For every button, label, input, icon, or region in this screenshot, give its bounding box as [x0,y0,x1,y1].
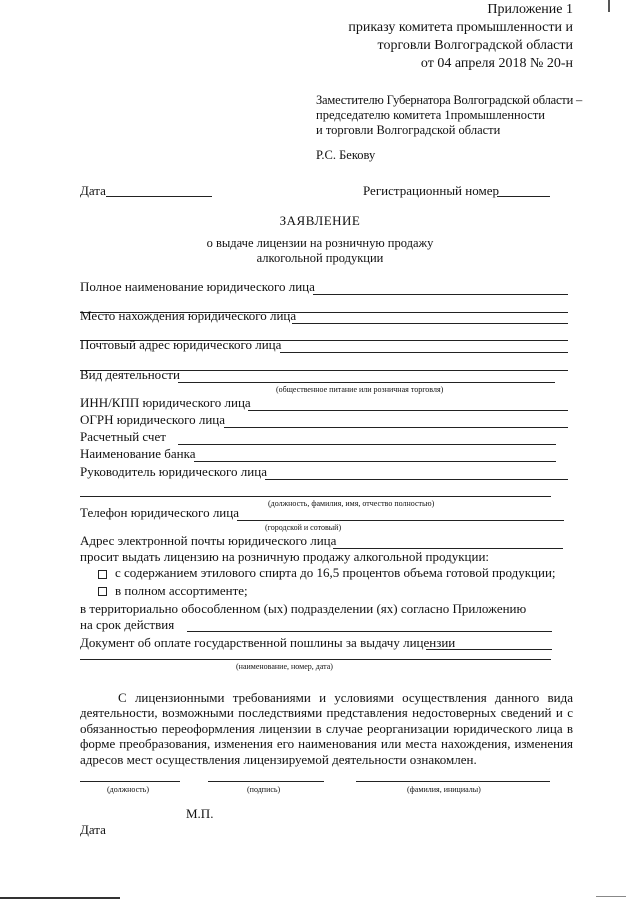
location-label: Место нахождения юридического лица [80,308,297,323]
final-date-label: Дата [80,822,106,837]
appendix-line-2: приказу комитета промышленности и [348,20,573,35]
signature-blank [208,781,324,782]
account-blank [178,444,556,445]
stamp-label: М.П. [186,806,214,821]
head-hint: (должность, фамилия, имя, отчество полностью) [268,499,435,508]
term-label: на срок действия [80,617,175,632]
bank-blank [194,461,556,462]
subtitle-line-1: о выдаче лицензии на розничную продажу [206,236,434,250]
head-label: Руководитель юридического лица [80,464,267,479]
appendix-line-1: Приложение 1 [487,2,573,17]
account-label: Расчетный счет [80,429,166,444]
payment-blank [426,649,552,650]
ogrn-label: ОГРН юридического лица [80,412,225,427]
head-blank [265,479,568,480]
date-blank [106,196,212,197]
phone-blank [237,520,564,521]
inn-kpp-label: ИНН/КПП юридического лица [80,395,251,410]
option-2-label: в полном ассортименте; [115,583,248,598]
addressee-line-2: председателю комитета 1промышленности [316,108,545,122]
postal-address-blank [280,352,568,353]
appendix-line-4: от 04 апреля 2018 № 20-н [420,56,573,71]
reg-number-blank [497,196,550,197]
location-blank [292,323,568,324]
request-text: просит выдать лицензию на розничную продажу алкогольной продукции: [80,549,490,564]
payment-label: Документ об оплате государственной пошлины за выдачу лицензии [80,635,456,650]
addressee-name: Р.С. Бекову [316,148,376,162]
addressee-line-3: и торговли Волгоградской области [316,123,501,137]
position-blank [80,781,180,782]
reg-number-label: Регистрационный номер [363,183,499,198]
scan-edge-mark-bottom-right [596,896,626,897]
postal-address-label: Почтовый адрес юридического лица [80,337,282,352]
phone-label: Телефон юридического лица [80,505,239,520]
full-name-blank [313,294,568,295]
payment-blank-2 [80,659,551,660]
position-hint: (должность) [107,785,149,794]
ogrn-blank [224,427,568,428]
option-1-label: с содержанием этилового спирта до 16,5 процентов объема готовой продукции; [115,565,556,580]
name-blank [356,781,550,782]
phone-hint: (городской и сотовый) [265,523,342,532]
head-blank-2 [80,496,551,497]
email-label: Адрес электронной почты юридического лица [80,533,337,548]
signature-hint: (подпись) [247,785,281,794]
activity-hint: (общественное питание или розничная торговля) [276,385,444,394]
option-2-checkbox[interactable] [98,587,107,596]
scan-edge-mark-bottom [0,897,120,899]
activity-blank [178,382,555,383]
addressee-line-1: Заместителю Губернатора Волгоградской области – [316,93,583,107]
name-hint: (фамилия, инициалы) [407,785,481,794]
payment-hint: (наименование, номер, дата) [236,662,333,671]
activity-label: Вид деятельности [80,367,180,382]
document-title: ЗАЯВЛЕНИЕ [279,213,361,228]
appendix-line-3: торговли Волгоградской области [377,38,573,53]
term-blank [187,631,552,632]
full-name-label: Полное наименование юридического лица [80,279,315,294]
bank-label: Наименование банка [80,446,196,461]
subtitle-line-2: алкогольной продукции [256,251,384,265]
subdivision-text: в территориально обособленном (ых) подразделении (ях) согласно Приложению [80,601,527,616]
date-label: Дата [80,183,106,198]
inn-kpp-blank [248,410,568,411]
option-1-checkbox[interactable] [98,570,107,579]
statement-paragraph: С лицензионными требованиями и условиями осуществления данного вида деятельности, возможными последствиями представления недостоверных сведений и с обязанностью переоформления лицензии в случае реорганизации юридического лица в форме преобразования, изменения его наименования или места нахождения, изменения адресов мест осуществления лицензируемой деятельности ознакомлен. [80,690,573,767]
scan-edge-mark-top [608,0,610,12]
